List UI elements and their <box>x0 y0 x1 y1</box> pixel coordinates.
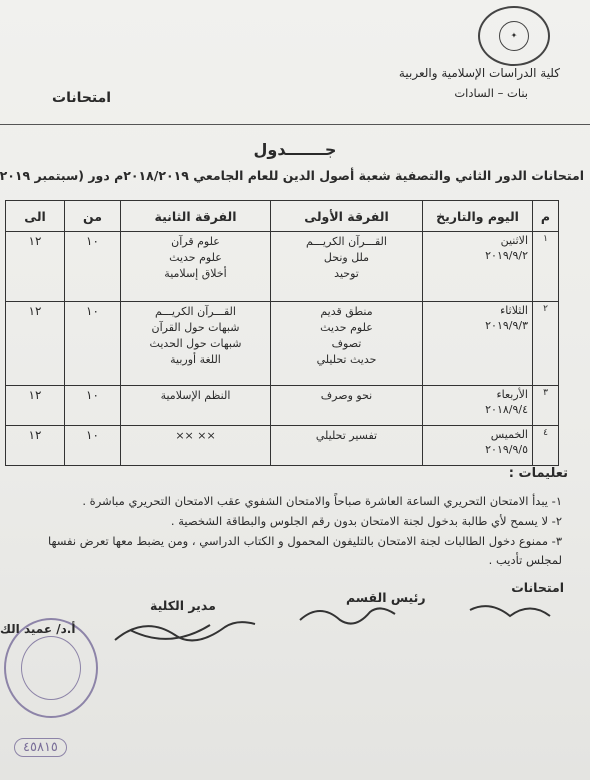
subject: أخلاق إسلامية <box>164 266 227 280</box>
row-number: ٢ <box>533 302 559 386</box>
time-to: ١٢ <box>6 386 65 426</box>
row-number: ١ <box>533 232 559 302</box>
time-to: ١٢ <box>6 232 65 302</box>
subject: ملل ونحل <box>323 250 370 264</box>
subject: منطق قديم <box>320 305 373 318</box>
subject: شبهات حول القرآن <box>151 320 240 334</box>
subject: تفسير تحليلي <box>315 429 378 442</box>
section-name: بنات – السادات <box>454 86 528 100</box>
row-number: ٤ <box>533 426 559 466</box>
day-name: الخميس <box>490 428 528 441</box>
subject: القـــرآن الكريـــم <box>155 305 236 318</box>
signature-label-dept-head: رئيس القسم <box>346 590 426 605</box>
time-from: ١٠ <box>65 232 121 302</box>
director-signature <box>115 622 255 640</box>
time-to: ١٢ <box>6 302 65 386</box>
date: ٢٠١٩/٩/٣ <box>485 318 528 332</box>
subject: اللغة أوربية <box>170 352 221 366</box>
subject: علوم حديث <box>169 250 222 264</box>
day-name: الثلاثاء <box>500 304 528 317</box>
subject: توحيد <box>334 266 359 280</box>
instruction-item: ٣- ممنوع دخول الطالبات لجنة الامتحان بالتليفون المحمول و الكتاب الدراسي ، ومن يضبط معها تعرض نفسها <box>47 534 562 548</box>
column-header: م <box>533 201 559 232</box>
time-from: ١٠ <box>65 386 121 426</box>
column-header: الفرقة الثانية <box>121 201 271 232</box>
stamp-number: ٤٥٨١٥ <box>14 738 67 757</box>
date: ٢٠١٩/٩/٢ <box>485 248 528 262</box>
subject: القـــرآن الكريـــم <box>306 235 387 248</box>
stamp-dean-label: أ.د/ عميد الك <box>0 622 76 636</box>
exams-signature <box>470 606 550 616</box>
subject: نحو وصرف <box>320 389 373 402</box>
subject: ×× ×× <box>175 429 216 442</box>
subject: علوم قرآن <box>171 235 220 248</box>
subject: شبهات حول الحديث <box>149 336 242 350</box>
date: ٢٠١٨/٩/٤ <box>485 402 528 416</box>
time-to: ١٢ <box>6 426 65 466</box>
instruction-item: لمجلس تأديب . <box>488 553 562 567</box>
instruction-item: ١- يبدأ الامتحان التحريري الساعة العاشرة صباحاً والامتحان الشفوي عقب الامتحان التحريري مباشرة . <box>82 494 562 508</box>
dept-head-signature <box>300 608 395 623</box>
time-from: ١٠ <box>65 426 121 466</box>
document-title: جـــــــدول <box>253 140 337 159</box>
instruction-item: ٢- لا يسمح لأي طالبة بدخول لجنة الامتحان بدون رقم الجلوس والبطاقة الشخصية . <box>170 514 562 528</box>
subject: النظم الإسلامية <box>160 389 231 402</box>
column-header: اليوم والتاريخ <box>423 201 533 232</box>
day-name: الأربعاء <box>496 388 528 401</box>
row-number: ٣ <box>533 386 559 426</box>
exams-label: امتحانات <box>52 90 112 106</box>
date: ٢٠١٩/٩/٥ <box>485 442 528 456</box>
signature-label-college-director: مدير الكلية <box>150 598 216 613</box>
document-subtitle: امتحانات الدور الثاني والتصفية شعبة أصول الدين للعام الجامعي ٢٠١٨/٢٠١٩م دور (سبتمبر ٢٠١٩ <box>0 168 584 183</box>
subject: حديث تحليلي <box>316 352 377 366</box>
subject: تصوف <box>331 336 362 350</box>
day-name: الاثنين <box>500 234 528 247</box>
stamp-emblem-icon <box>21 636 81 700</box>
instructions-heading: تعليمات : <box>508 466 568 481</box>
logo-emblem-icon: ✦ <box>499 21 529 51</box>
time-from: ١٠ <box>65 302 121 386</box>
faculty-name: كلية الدراسات الإسلامية والعربية <box>398 66 560 80</box>
signature-label-exams: امتحانات <box>511 580 564 595</box>
column-header: من <box>65 201 121 232</box>
column-header: الفرقة الأولى <box>271 201 423 232</box>
subject: علوم حديث <box>320 320 373 334</box>
column-header: الى <box>6 201 65 232</box>
